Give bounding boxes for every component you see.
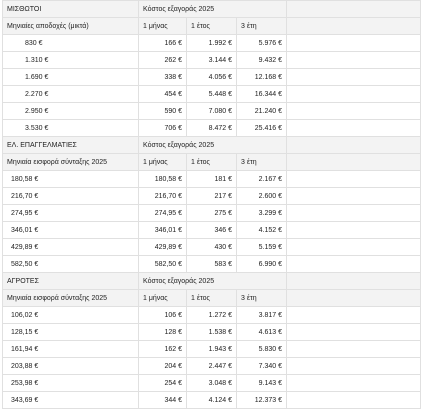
- cost-3-years-cell: 9.143 €: [237, 375, 287, 392]
- contribution-cell: 161,94 €: [3, 341, 139, 358]
- cost-3-years-cell: 12.168 €: [237, 69, 287, 86]
- cost-1-month-cell: 216,70 €: [139, 188, 187, 205]
- section-title-row: [3, 273, 421, 290]
- empty-cell: [287, 273, 421, 290]
- cost-header: Κόστος εξαγοράς 2025: [139, 1, 287, 18]
- section-title-row: [3, 137, 421, 154]
- table-row: [3, 222, 421, 239]
- empty-cell: [287, 324, 421, 341]
- empty-cell: [287, 52, 421, 69]
- empty-cell: [287, 205, 421, 222]
- table-row: [3, 120, 421, 137]
- contribution-cell: 429,89 €: [3, 239, 139, 256]
- cost-1-month-cell: 338 €: [139, 69, 187, 86]
- cost-1-month-cell: 106 €: [139, 307, 187, 324]
- empty-cell: [287, 256, 421, 273]
- empty-cell: [287, 35, 421, 52]
- cost-1-year-cell: 4.056 €: [187, 69, 237, 86]
- cost-1-month-cell: 128 €: [139, 324, 187, 341]
- cost-1-month-cell: 454 €: [139, 86, 187, 103]
- cost-1-year-cell: 7.080 €: [187, 103, 237, 120]
- cost-1-month-cell: 706 €: [139, 120, 187, 137]
- cost-header: Κόστος εξαγοράς 2025: [139, 137, 287, 154]
- column-header-period: 1 έτος: [187, 18, 237, 35]
- column-header-period: 3 έτη: [237, 18, 287, 35]
- table-row: [3, 69, 421, 86]
- contribution-cell: 253,98 €: [3, 375, 139, 392]
- empty-cell: [287, 341, 421, 358]
- cost-1-month-cell: 204 €: [139, 358, 187, 375]
- empty-cell: [287, 120, 421, 137]
- section-title: ΜΙΣΘΩΤΟΙ: [3, 1, 139, 18]
- cost-3-years-cell: 5.976 €: [237, 35, 287, 52]
- empty-cell: [287, 239, 421, 256]
- table-row: [3, 358, 421, 375]
- cost-1-year-cell: 3.144 €: [187, 52, 237, 69]
- cost-3-years-cell: 12.373 €: [237, 392, 287, 409]
- column-header-period: 1 έτος: [187, 290, 237, 307]
- cost-1-month-cell: 590 €: [139, 103, 187, 120]
- column-header-contribution: Μηνιαία εισφορά σύνταξης 2025: [3, 290, 139, 307]
- cost-1-month-cell: 254 €: [139, 375, 187, 392]
- contribution-cell: 274,95 €: [3, 205, 139, 222]
- cost-3-years-cell: 5.159 €: [237, 239, 287, 256]
- cost-1-year-cell: 217 €: [187, 188, 237, 205]
- contribution-cell: 216,70 €: [3, 188, 139, 205]
- cost-3-years-cell: 4.613 €: [237, 324, 287, 341]
- cost-3-years-cell: 25.416 €: [237, 120, 287, 137]
- table-row: [3, 256, 421, 273]
- table-row: [3, 52, 421, 69]
- empty-cell: [287, 171, 421, 188]
- table-body: [3, 1, 421, 409]
- empty-cell: [287, 290, 421, 307]
- cost-1-month-cell: 346,01 €: [139, 222, 187, 239]
- cost-1-year-cell: 5.448 €: [187, 86, 237, 103]
- contribution-cell: 1.690 €: [3, 69, 139, 86]
- table-row: [3, 205, 421, 222]
- table-row: [3, 103, 421, 120]
- cost-3-years-cell: 3.299 €: [237, 205, 287, 222]
- column-header-period: 3 έτη: [237, 290, 287, 307]
- table-row: [3, 86, 421, 103]
- contribution-cell: 128,15 €: [3, 324, 139, 341]
- contribution-cell: 3.530 €: [3, 120, 139, 137]
- cost-3-years-cell: 7.340 €: [237, 358, 287, 375]
- table-row: [3, 392, 421, 409]
- contribution-cell: 106,02 €: [3, 307, 139, 324]
- cost-1-month-cell: 429,89 €: [139, 239, 187, 256]
- cost-1-month-cell: 582,50 €: [139, 256, 187, 273]
- section-title: ΕΛ. ΕΠΑΓΓΕΛΜΑΤΙΕΣ: [3, 137, 139, 154]
- empty-cell: [287, 137, 421, 154]
- contribution-cell: 180,58 €: [3, 171, 139, 188]
- contribution-cell: 343,69 €: [3, 392, 139, 409]
- cost-1-year-cell: 583 €: [187, 256, 237, 273]
- empty-cell: [287, 307, 421, 324]
- empty-cell: [287, 188, 421, 205]
- contribution-cell: 203,88 €: [3, 358, 139, 375]
- cost-1-year-cell: 1.943 €: [187, 341, 237, 358]
- cost-1-year-cell: 430 €: [187, 239, 237, 256]
- empty-cell: [287, 86, 421, 103]
- contribution-cell: 2.950 €: [3, 103, 139, 120]
- empty-cell: [287, 375, 421, 392]
- cost-1-month-cell: 180,58 €: [139, 171, 187, 188]
- cost-1-year-cell: 346 €: [187, 222, 237, 239]
- cost-header: Κόστος εξαγοράς 2025: [139, 273, 287, 290]
- column-header-row: [3, 18, 421, 35]
- table-row: [3, 188, 421, 205]
- cost-3-years-cell: 5.830 €: [237, 341, 287, 358]
- cost-1-month-cell: 344 €: [139, 392, 187, 409]
- cost-1-year-cell: 2.447 €: [187, 358, 237, 375]
- contribution-cell: 582,50 €: [3, 256, 139, 273]
- section-title-row: [3, 1, 421, 18]
- table-row: [3, 375, 421, 392]
- column-header-period: 3 έτη: [237, 154, 287, 171]
- cost-1-month-cell: 166 €: [139, 35, 187, 52]
- section-title: ΑΓΡΟΤΕΣ: [3, 273, 139, 290]
- empty-cell: [287, 103, 421, 120]
- column-header-contribution: Μηνιαία εισφορά σύνταξης 2025: [3, 154, 139, 171]
- cost-3-years-cell: 21.240 €: [237, 103, 287, 120]
- column-header-row: [3, 154, 421, 171]
- table-row: [3, 239, 421, 256]
- contribution-cell: 346,01 €: [3, 222, 139, 239]
- cost-1-year-cell: 4.124 €: [187, 392, 237, 409]
- table-row: [3, 307, 421, 324]
- cost-1-year-cell: 8.472 €: [187, 120, 237, 137]
- cost-3-years-cell: 4.152 €: [237, 222, 287, 239]
- empty-cell: [287, 1, 421, 18]
- cost-1-month-cell: 162 €: [139, 341, 187, 358]
- empty-cell: [287, 18, 421, 35]
- empty-cell: [287, 358, 421, 375]
- cost-3-years-cell: 6.990 €: [237, 256, 287, 273]
- empty-cell: [287, 222, 421, 239]
- column-header-row: [3, 290, 421, 307]
- cost-3-years-cell: 16.344 €: [237, 86, 287, 103]
- column-header-contribution: Μηνιαίες αποδοχές (μικτά): [3, 18, 139, 35]
- buyback-cost-table: [2, 0, 421, 409]
- empty-cell: [287, 392, 421, 409]
- table-row: [3, 324, 421, 341]
- empty-cell: [287, 154, 421, 171]
- cost-1-month-cell: 274,95 €: [139, 205, 187, 222]
- contribution-cell: 830 €: [3, 35, 139, 52]
- cost-1-year-cell: 3.048 €: [187, 375, 237, 392]
- cost-1-year-cell: 1.272 €: [187, 307, 237, 324]
- column-header-period: 1 μήνας: [139, 290, 187, 307]
- cost-3-years-cell: 3.817 €: [237, 307, 287, 324]
- cost-1-year-cell: 1.992 €: [187, 35, 237, 52]
- column-header-period: 1 έτος: [187, 154, 237, 171]
- cost-1-year-cell: 275 €: [187, 205, 237, 222]
- table-row: [3, 341, 421, 358]
- table-row: [3, 171, 421, 188]
- contribution-cell: 2.270 €: [3, 86, 139, 103]
- cost-1-year-cell: 181 €: [187, 171, 237, 188]
- cost-1-year-cell: 1.538 €: [187, 324, 237, 341]
- contribution-cell: 1.310 €: [3, 52, 139, 69]
- cost-3-years-cell: 9.432 €: [237, 52, 287, 69]
- table-row: [3, 35, 421, 52]
- column-header-period: 1 μήνας: [139, 18, 187, 35]
- cost-3-years-cell: 2.600 €: [237, 188, 287, 205]
- empty-cell: [287, 69, 421, 86]
- cost-1-month-cell: 262 €: [139, 52, 187, 69]
- column-header-period: 1 μήνας: [139, 154, 187, 171]
- cost-3-years-cell: 2.167 €: [237, 171, 287, 188]
